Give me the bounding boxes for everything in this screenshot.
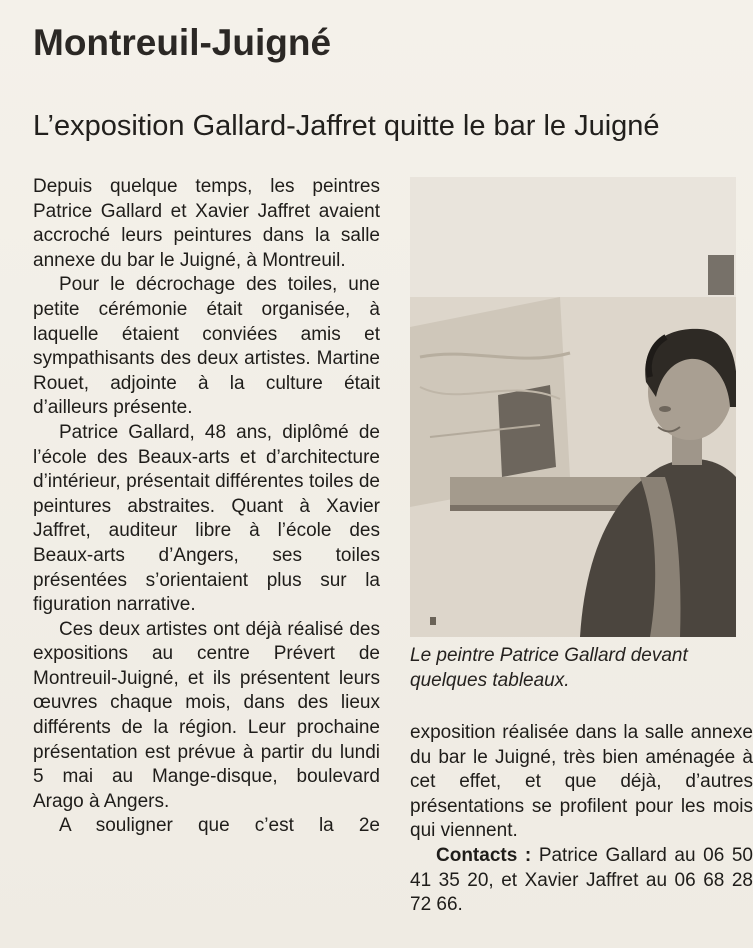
paragraph-continuation: exposition réalisée dans la salle annexe du bar le Juigné, très bien aménagée à cet effet, et que déjà, d’autres présentations se profilent pour les mois qui viennent. [410,722,753,842]
paragraph-4: Ces deux artistes ont déjà réalisé des expositions au centre Prévert de Montreuil-Juigné, et ils présentent leurs œuvres chaque mois, dans des lieux différents de la région. Leur prochaine présentation est prévue à partir du lundi 5 mai au Mange-disque, boulevard Arago à Angers. [33,618,380,812]
section-title: Montreuil-Juigné [33,22,332,63]
contacts-text: Patrice Gallard au 06 50 41 35 20, et Xavier Jaffret au 06 68 28 72 66. [410,844,753,916]
paragraph-1: Depuis quelque temps, les peintres Patrice Gallard et Xavier Jaffret avaient accroché leurs peintures dans la salle annexe du bar le Juigné, à Montreuil. [33,176,380,271]
paragraph-3: Patrice Gallard, 48 ans, diplômé de l’école des Beaux-arts et d’architecture d’intérieur, présentait différentes toiles de peintures abstraites. Quant à Xavier Jaffret, auditeur libre à l’école des Beaux-arts d’Angers, ses toiles présentées s’orientaient plus sur la figuration narrative. [33,421,380,616]
paragraph-5: A souligner que c’est la 2e [59,815,380,837]
paragraph-2: Pour le décrochage des toiles, une petite cérémonie était organisée, à laquelle étaient conviées amis et sympathisants des deux artistes. Martine Rouet, adjointe à la culture était d’ailleurs présente. [33,274,380,419]
article-photo [410,177,736,637]
article-headline: L’exposition Gallard-Jaffret quitte le bar le Juigné [33,110,660,142]
article-body-right-column [410,721,753,918]
contacts-label: Contacts : [436,844,532,866]
article-body-left-column [33,175,380,839]
contacts-paragraph [410,844,753,918]
photo-caption: Le peintre Patrice Gallard devant quelques tableaux. [410,645,688,691]
